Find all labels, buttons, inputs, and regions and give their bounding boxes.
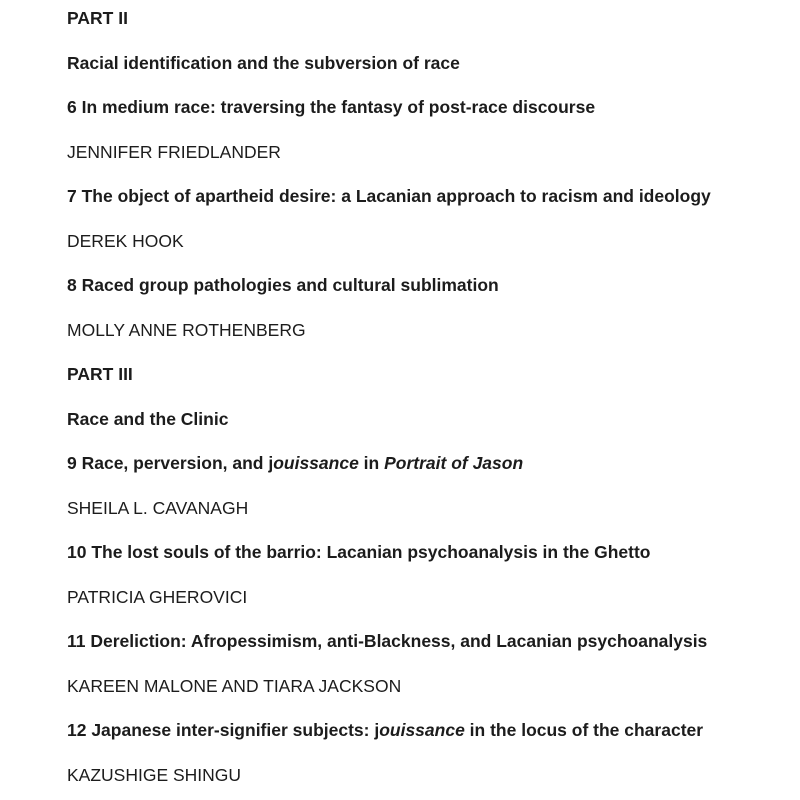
chapter-author: PATRICIA GHEROVICI [67, 587, 248, 607]
chapter-title: 11 Dereliction: Afropessimism, anti-Blackness, and Lacanian psychoanalysis [67, 631, 708, 651]
part-title: Racial identification and the subversion of race [67, 53, 460, 73]
title-segment: in the locus of the character [464, 720, 704, 740]
title-segment: 9 Race, perversion, and j [67, 453, 274, 473]
chapter-author: KAZUSHIGE SHINGU [67, 765, 242, 785]
title-segment: in [358, 453, 385, 473]
chapter-author: MOLLY ANNE ROTHENBERG [67, 320, 306, 340]
chapter-title: 7 The object of apartheid desire: a Lacanian approach to racism and ideology [67, 186, 711, 206]
chapter-title: 10 The lost souls of the barrio: Lacanian psychoanalysis in the Ghetto [67, 542, 651, 562]
title-segment-italic: ouissance [273, 453, 359, 473]
title-segment-italic: ouissance [379, 720, 465, 740]
chapter-title: 8 Raced group pathologies and cultural sublimation [67, 275, 499, 295]
chapter-author: SHEILA L. CAVANAGH [67, 498, 249, 518]
title-segment: 12 Japanese inter-signifier subjects: j [67, 720, 380, 740]
chapter-author: DEREK HOOK [67, 231, 184, 251]
chapter-title [67, 452, 780, 474]
chapter-author: JENNIFER FRIEDLANDER [67, 142, 281, 162]
chapter-title [67, 719, 780, 741]
chapter-title: 6 In medium race: traversing the fantasy of post-race discourse [67, 97, 596, 117]
part-heading: PART II [67, 8, 128, 28]
title-segment-italic: Portrait of Jason [384, 453, 524, 473]
chapter-author: KAREEN MALONE AND TIARA JACKSON [67, 676, 402, 696]
part-heading: PART III [67, 364, 133, 384]
part-title: Race and the Clinic [67, 409, 229, 429]
